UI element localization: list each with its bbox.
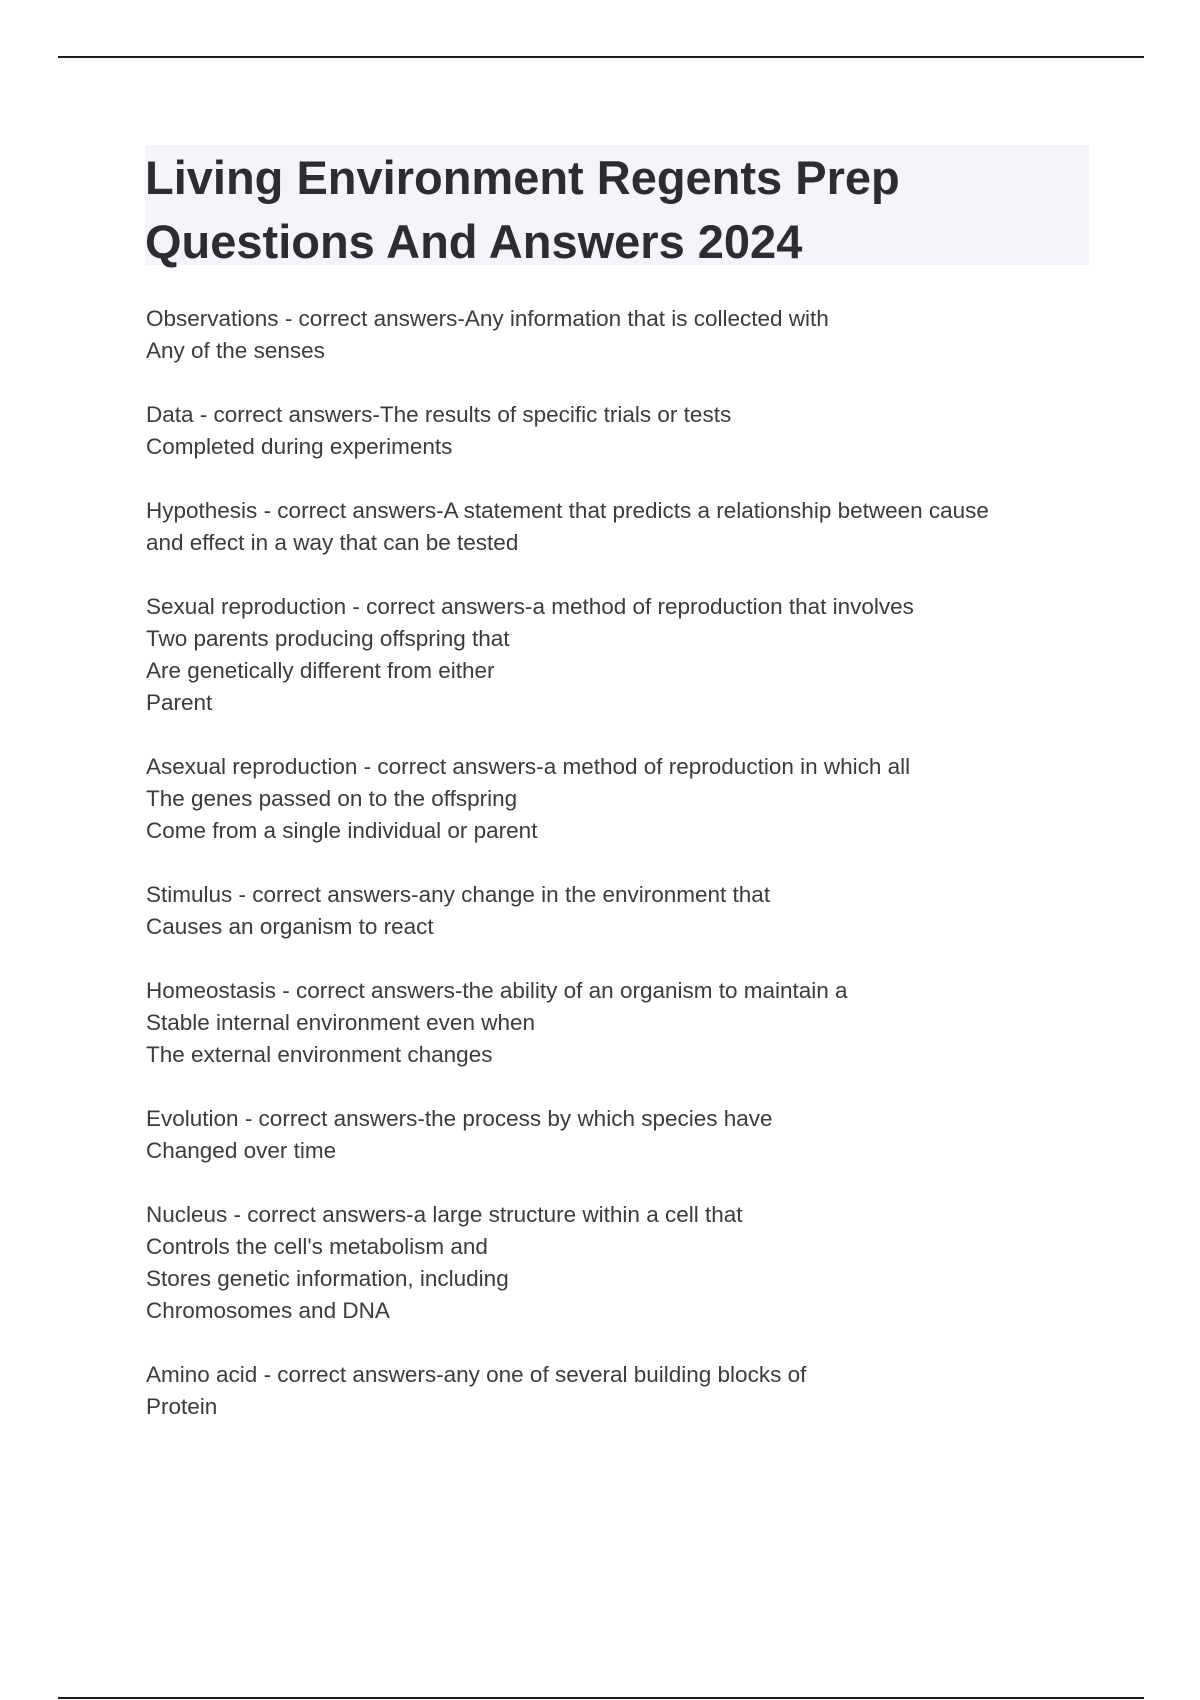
qa-entry-stimulus xyxy=(146,879,1096,943)
entry-term: Data xyxy=(146,402,194,427)
qa-entry-asexual-reproduction xyxy=(146,751,1096,847)
entry-term: Asexual reproduction xyxy=(146,754,358,779)
entry-answer: the ability of an organism to maintain a Stable internal environment even when The external environment changes xyxy=(146,978,848,1067)
entry-term: Hypothesis xyxy=(146,498,258,523)
entry-term: Homeostasis xyxy=(146,978,277,1003)
entry-answer: a large structure within a cell that Controls the cell's metabolism and Stores genetic information, including Chromosomes and DNA xyxy=(146,1202,743,1323)
top-divider xyxy=(58,56,1144,58)
title-banner xyxy=(145,145,1089,268)
entry-answer: a method of reproduction that involves Two parents producing offspring that Are genetically different from either Parent xyxy=(146,594,914,715)
entry-term: Sexual reproduction xyxy=(146,594,347,619)
entry-term: Amino acid xyxy=(146,1362,258,1387)
entry-separator: - correct answers- xyxy=(257,1362,444,1387)
qa-list xyxy=(146,303,1096,1423)
qa-entry-observations xyxy=(146,303,1096,367)
entry-separator: - correct answers- xyxy=(227,1202,414,1227)
entry-answer: The results of specific trials or tests Completed during experiments xyxy=(146,402,732,459)
entry-term: Observations xyxy=(146,306,279,331)
entry-term: Evolution xyxy=(146,1106,239,1131)
entry-separator: - correct answers- xyxy=(238,1106,425,1131)
entry-answer: Any information that is collected with Any of the senses xyxy=(146,306,829,363)
entry-separator: - correct answers- xyxy=(357,754,544,779)
entry-answer: a method of reproduction in which all The genes passed on to the offspring Come from a single individual or parent xyxy=(146,754,911,843)
entry-separator: - correct answers- xyxy=(232,882,419,907)
entry-term: Nucleus xyxy=(146,1202,228,1227)
entry-separator: - correct answers- xyxy=(276,978,463,1003)
entry-separator: - correct answers- xyxy=(257,498,444,523)
entry-separator: - correct answers- xyxy=(278,306,465,331)
qa-entry-homeostasis xyxy=(146,975,1096,1071)
qa-entry-nucleus xyxy=(146,1199,1096,1327)
document-title: Living Environment Regents Prep Questions And Answers 2024 xyxy=(145,151,900,268)
qa-entry-sexual-reproduction xyxy=(146,591,1096,719)
entry-separator: - correct answers- xyxy=(193,402,380,427)
qa-entry-amino-acid xyxy=(146,1359,1096,1423)
qa-entry-data xyxy=(146,399,1096,463)
entry-term: Stimulus xyxy=(146,882,233,907)
entry-answer: any one of several building blocks of Protein xyxy=(146,1362,807,1419)
bottom-divider xyxy=(58,1697,1144,1699)
entry-separator: - correct answers- xyxy=(346,594,533,619)
qa-entry-hypothesis xyxy=(146,495,1096,559)
entry-answer: A statement that predicts a relationship between cause and effect in a way that can be tested xyxy=(146,498,989,555)
qa-entry-evolution xyxy=(146,1103,1096,1167)
entry-answer: the process by which species have Changed over time xyxy=(146,1106,773,1163)
entry-answer: any change in the environment that Causes an organism to react xyxy=(146,882,771,939)
